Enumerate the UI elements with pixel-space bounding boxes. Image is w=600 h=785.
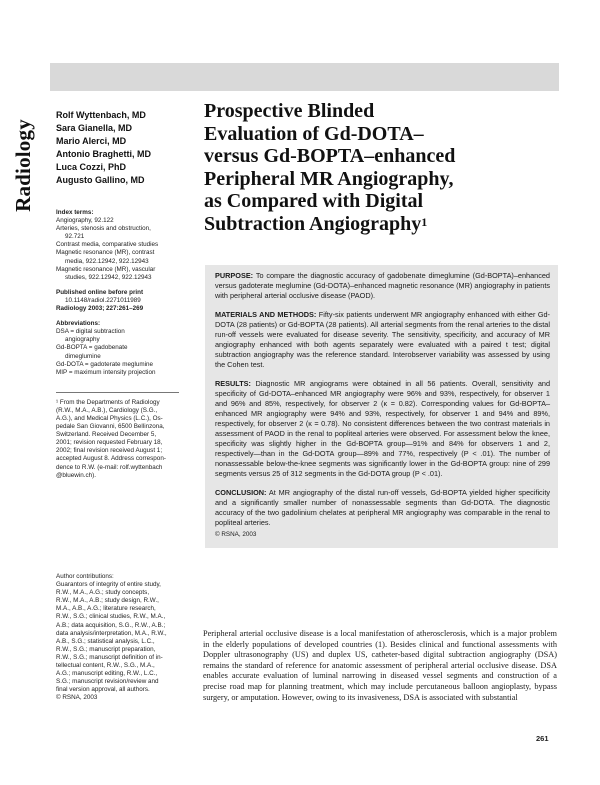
abbreviation: DSA = digital subtraction	[56, 328, 125, 336]
article-title	[204, 100, 556, 236]
abstract-methods	[215, 310, 550, 370]
author-name: Antonio Braghetti, MD	[56, 149, 151, 160]
contributions-heading: Author contributions:	[56, 573, 114, 580]
footnote-line: (R.W., M.A., A.B.), Cardiology (S.G.,	[56, 406, 158, 414]
author-list	[56, 109, 196, 188]
abbreviation: dimeglumine	[65, 352, 101, 360]
contribution-line: R.W., S.G.; manuscript preparation,	[56, 645, 156, 653]
footnote-line: A.G.), and Medical Physics (L.C.), Os-	[56, 414, 163, 422]
affiliation-footnote	[56, 399, 184, 480]
abstract-copyright: © RSNA, 2003	[215, 531, 257, 538]
doi: 10.1148/radiol.2271011989	[65, 296, 141, 304]
contribution-line: final version approval, all authors.	[56, 686, 150, 694]
index-term: Angiography, 92.122	[56, 217, 114, 225]
header-band	[50, 63, 559, 91]
footnote-line: pedale San Giovanni, 6500 Bellinzona,	[56, 423, 165, 431]
footnote-line: 2002; final revision received August 1;	[56, 447, 163, 455]
abbreviation: Gd-BOPTA = gadobenate	[56, 344, 128, 352]
author-name: Rolf Wyttenbach, MD	[56, 110, 146, 120]
contribution-line: M.A., A.B., A.G.; literature research,	[56, 605, 156, 613]
methods-text: Fifty-six patients underwent MR angiography enhanced with either Gd-DOTA (28 patients) or Gd-BOPTA (28 patients). All arterial segments from the renal arteries to the distal run-off vessels were evaluated for disease severity. The sensitivity, specificity, and accuracy of MR angiography enhanced with both agents separately were evaluated with a paired t test; digital subtraction angiography was the reference standard. Interobserver variability was assessed by using the Cohen test.	[215, 310, 550, 369]
contribution-line: S.G.; manuscript revision/review and	[56, 678, 159, 686]
contribution-line: R.W., S.G.; manuscript definition of in-	[56, 653, 163, 661]
footnote-divider	[56, 392, 179, 393]
title-line: Prospective Blinded	[204, 100, 375, 122]
contribution-line: A.B., S.G.; statistical analysis, L.C.,	[56, 637, 155, 645]
abbreviations-list	[56, 328, 184, 377]
contribution-line: tellectual content, R.W., S.G., M.A.,	[56, 662, 155, 670]
author-name: Luca Cozzi, PhD	[56, 162, 127, 173]
purpose-label: PURPOSE:	[215, 271, 254, 280]
published-heading: Published online before print	[56, 288, 144, 296]
footnote-line: @bluewin.ch).	[56, 471, 96, 479]
footnote-line: 2001; revision requested February 18,	[56, 439, 163, 447]
footnote-line: Switzerland. Received December 5,	[56, 431, 157, 439]
citation: Radiology 2003; 227:261–269	[56, 305, 144, 313]
abbreviation: angiography	[65, 336, 100, 344]
footnote-line: dence to R.W. (e-mail: rolf.wyttenbach	[56, 463, 163, 471]
abbreviation: Gd-DOTA = gadoterate meglumine	[56, 360, 154, 368]
sidebar-metadata	[56, 209, 184, 480]
contribution-line: Guarantors of integrity of entire study,	[56, 581, 161, 589]
index-term: Magnetic resonance (MR), vascular	[56, 265, 156, 273]
contributions-text	[56, 581, 184, 694]
title-line: versus Gd-BOPTA–enhanced	[204, 145, 456, 168]
index-term: media, 922.12942, 922.12943	[65, 257, 149, 265]
contribution-line: R.W., M.A., A.B.; study design, R.W.,	[56, 597, 159, 605]
title-footnote-mark: 1	[421, 214, 428, 229]
contribution-line: A.B.; data acquisition, S.G., R.W., A.B.;	[56, 621, 166, 629]
contributions-copyright: © RSNA, 2003	[56, 694, 98, 702]
results-label: RESULTS:	[215, 379, 251, 388]
conclusion-text: At MR angiography of the distal run-off vessels, Gd-BOPTA yielded higher specificity and a significantly smaller number of nonassessable segments than Gd-DOTA. The diagnostic accuracy of the two gadolinium chelates at peripheral MR angiography was comparable in the renal to popliteal arteries.	[215, 488, 551, 527]
footnote-line: ¹ From the Departments of Radiology	[56, 398, 160, 406]
index-term: Magnetic resonance (MR), contrast	[56, 249, 155, 257]
author-name: Sara Gianella, MD	[56, 123, 133, 134]
index-term: 92.721	[65, 233, 85, 241]
results-text: Diagnostic MR angiograms were obtained in all 56 patients. Overall, sensitivity and specificity of Gd-DOTA–enhanced MR angiography were 96% and 93%, respectively, for observer 1 and 96% and 85%, respectively, for observer 2 (κ = 0.82). Corresponding values for Gd-BOPTA–enhanced MR angiography were 94% and 93%, respectively, for observer 1 and 94% and 89%, respectively, for observer 2 (κ = 0.78). No consistent differences between the two contrast materials in assessment of PAOD in the renal to popliteal arteries were observed. For assessment below the knee, specificity was slightly higher in the Gd-BOPTA group—91% and 84% for observers 1 and 2, respectively—than in the Gd-DOTA group—89% and 77%, respectively (P < .01). The number of nonassessable below-the-knee segments was significantly lower in the Gd-BOPTA group: nine of 299 segments versus 25 of 312 segments in the Gd-DOTA group (P < .01).	[215, 379, 551, 478]
conclusion-label: CONCLUSION:	[215, 488, 267, 497]
abstract-results	[215, 379, 550, 479]
page-number: 261	[536, 734, 549, 743]
abstract-purpose	[215, 271, 550, 301]
contribution-line: R.W., M.A., A.G.; study concepts,	[56, 589, 150, 597]
abbreviations-heading: Abbreviations:	[56, 320, 101, 328]
purpose-text: To compare the diagnostic accuracy of gadobenate dimeglumine (Gd-BOPTA)–enhanced versus gadoterate meglumine (Gd-DOTA)–enhanced magnetic resonance (MR) angiography in patients with peripheral arterial occlusive disease (PAOD).	[215, 271, 550, 300]
journal-name-vertical	[6, 112, 40, 218]
body-paragraph: Peripheral arterial occlusive disease is a local manifestation of atherosclerosis, which is a major problem in the elderly populations of developed countries (1). Besides clinical and functional assessments with Doppler ultrasonography (US) and duplex US, catheter-based digital subtraction angiography (DSA) remains the standard of reference for anatomic assessment of peripheral arterial occlusive disease. DSA enables accurate evaluation of luminal narrowing in diseased vessel segments and construction of a precise road map for planning treatment, which may include percutaneous balloon angioplasty, bypass surgery, or amputation. However, owing to its invasiveness, DSA is associated with substantial	[203, 629, 557, 702]
title-line: Evaluation of Gd-DOTA–	[204, 122, 424, 145]
author-contributions	[56, 573, 184, 703]
methods-label: MATERIALS AND METHODS:	[215, 310, 317, 319]
title-line-last	[204, 213, 556, 236]
title-line: Peripheral MR Angiography,	[204, 167, 454, 190]
contribution-line: data analysis/interpretation, M.A., R.W.,	[56, 629, 167, 637]
index-terms-list	[56, 217, 184, 282]
author-name: Mario Alerci, MD	[56, 136, 127, 147]
footnote-line: accepted August 8. Address correspon-	[56, 455, 166, 463]
abbreviation: MIP = maximum intensity projection	[56, 368, 156, 376]
contribution-line: A.G.; manuscript editing, R.W., L.C.,	[56, 670, 158, 678]
abstract-box	[205, 265, 558, 548]
index-term: Contrast media, comparative studies	[56, 241, 159, 249]
abstract-conclusion	[215, 488, 550, 528]
author-name: Augusto Gallino, MD	[56, 175, 145, 186]
title-line: Subtraction Angiography	[204, 212, 422, 235]
title-line: as Compared with Digital	[204, 190, 424, 213]
index-terms-heading: Index terms:	[56, 209, 94, 216]
journal-name: Radiology	[10, 118, 35, 212]
index-term: Arteries, stenosis and obstruction,	[56, 225, 151, 233]
index-term: studies, 922.12942, 922.12943	[65, 273, 152, 281]
contribution-line: R.W., S.G.; clinical studies, R.W., M.A.,	[56, 613, 166, 621]
